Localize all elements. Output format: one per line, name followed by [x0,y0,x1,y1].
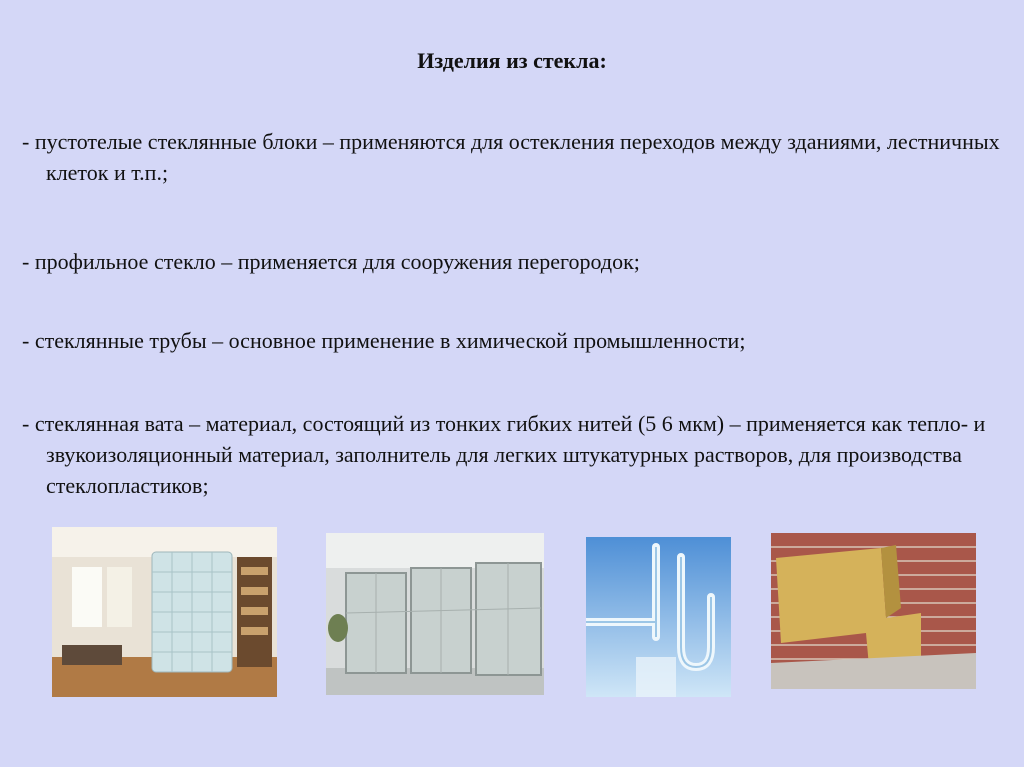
bullet-glass-tubes: - стеклянные трубы – основное применение в химической промышленности; [22,328,746,353]
photo-glass-block-interior [52,527,277,697]
photo-glass-wool-insulation [771,533,976,689]
photo-glass-tubes [586,537,731,697]
slide-title: Изделия из стекла: [417,48,607,73]
bullet-profile-glass: - профильное стекло – применяется для сооружения перегородок; [22,249,640,274]
bullet-glass-wool: - стеклянная вата – материал, состоящий из тонких гибких нитей (5 6 мкм) – применяется как тепло- и звукоизоляционный материал, заполнитель для легких штукатурных растворов, для производства стеклопластиков; [22,411,986,498]
bullet-glass-blocks: - пустотелые стеклянные блоки – применяются для остекления переходов между зданиями, лестничных клеток и т.п.; [22,129,1000,185]
photo-profile-glass-partition [326,533,544,695]
